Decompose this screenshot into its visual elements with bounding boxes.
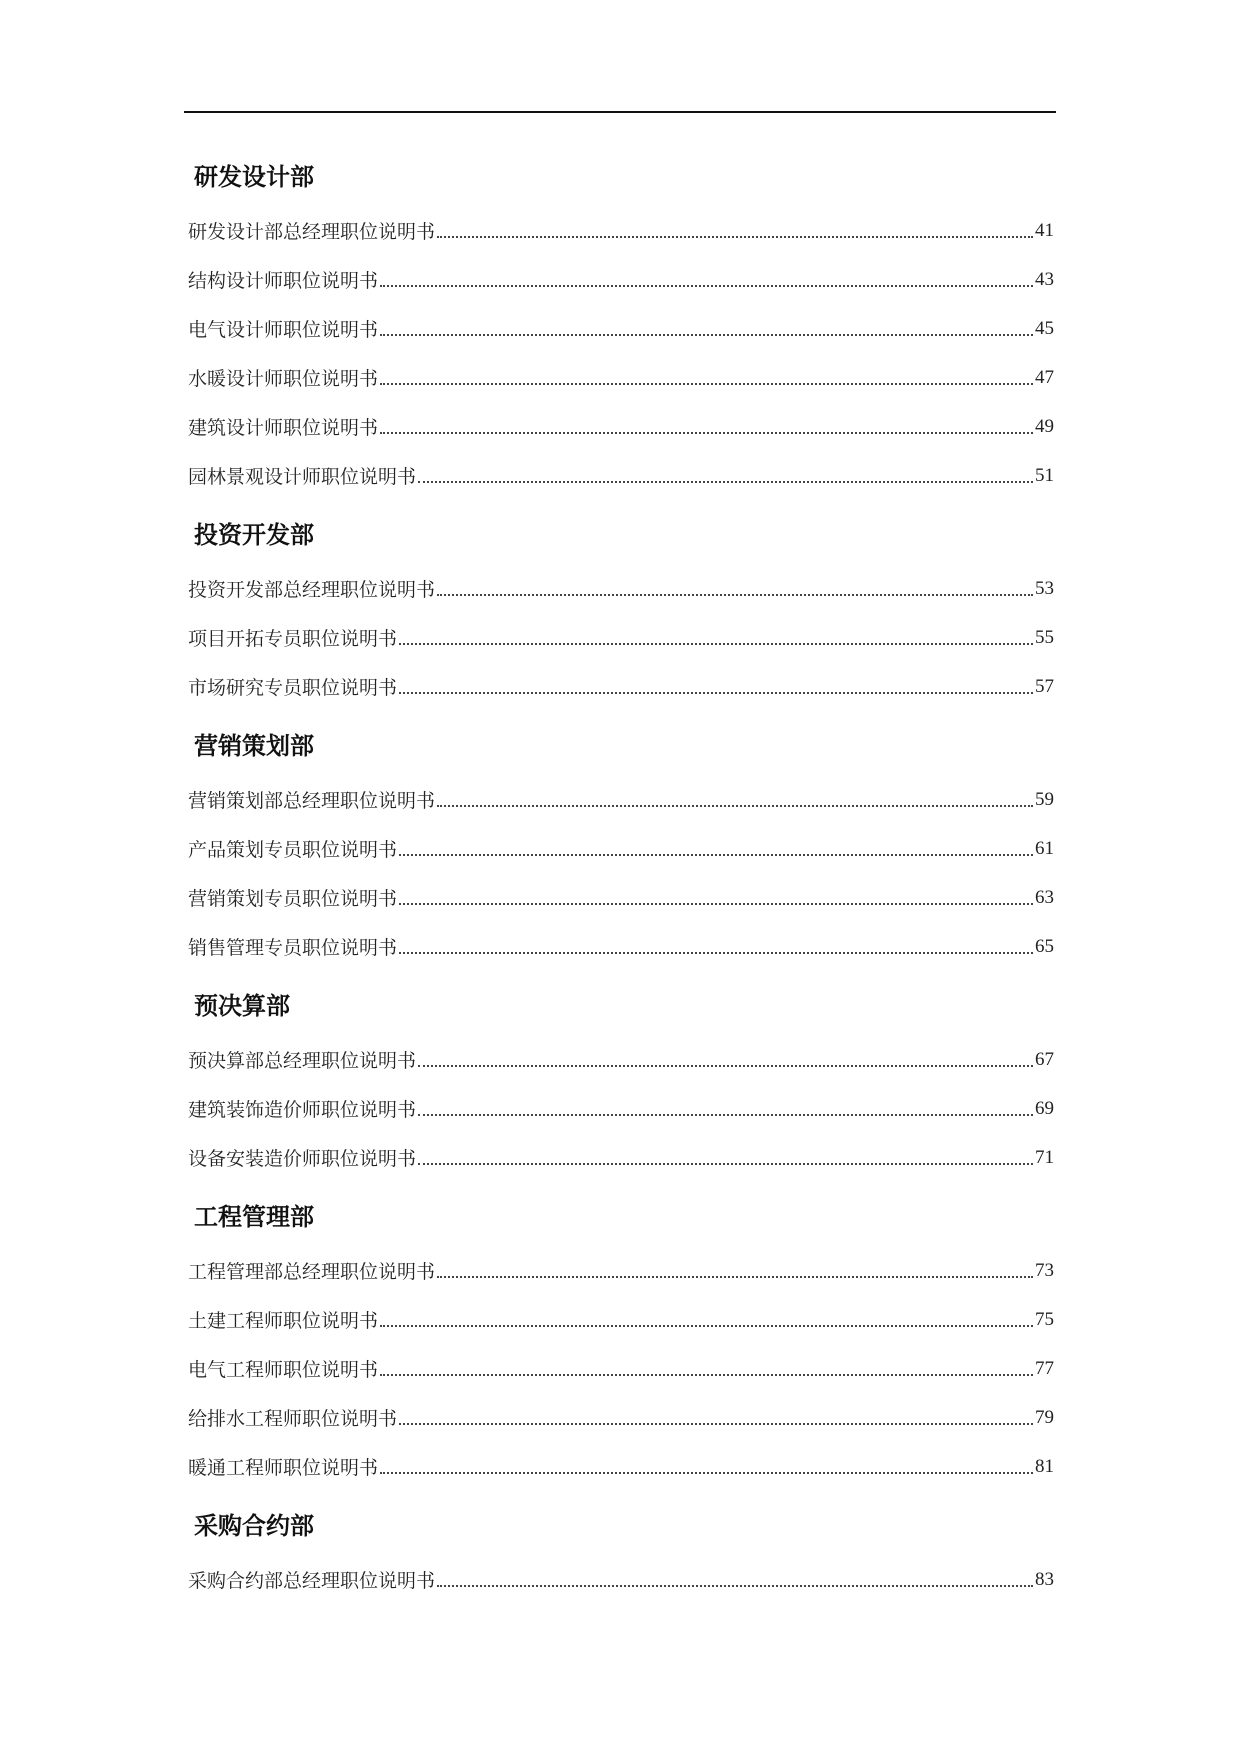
dot-leader xyxy=(399,642,1033,645)
section-spacer xyxy=(188,711,1054,719)
dot-leader xyxy=(399,853,1033,856)
toc-entry-title: 结构设计师职位说明书 xyxy=(188,270,379,292)
toc-entry-title: 营销策划专员职位说明书 xyxy=(188,888,398,910)
section-heading: 营销策划部 xyxy=(194,731,314,760)
section-heading: 研发设计部 xyxy=(194,162,314,191)
toc-section xyxy=(188,719,1054,979)
dot-leader xyxy=(437,1275,1033,1278)
toc-entry-page-number: 43 xyxy=(1035,268,1054,290)
toc-entry-page-number: 79 xyxy=(1035,1406,1054,1428)
toc-entry-title: 项目开拓专员职位说明书 xyxy=(188,628,398,650)
toc-entry[interactable] xyxy=(188,353,1054,402)
dot-leader xyxy=(380,1324,1033,1327)
toc-entry-title: 营销策划部总经理职位说明书 xyxy=(188,790,436,812)
toc-entry-title: 电气设计师职位说明书 xyxy=(188,319,379,341)
toc-entry[interactable] xyxy=(188,662,1054,711)
toc-entry-page-number: 55 xyxy=(1035,626,1054,648)
dot-leader xyxy=(437,593,1033,596)
toc-entry-title: 研发设计部总经理职位说明书 xyxy=(188,221,436,243)
toc-entry-title: 工程管理部总经理职位说明书 xyxy=(188,1261,436,1283)
toc-entry-title: 暖通工程师职位说明书 xyxy=(188,1457,379,1479)
toc-entry[interactable] xyxy=(188,206,1054,255)
toc-entry[interactable] xyxy=(188,873,1054,922)
toc-section xyxy=(188,1190,1054,1499)
toc-entry[interactable] xyxy=(188,304,1054,353)
dot-leader xyxy=(399,902,1033,905)
toc-entry-page-number: 45 xyxy=(1035,317,1054,339)
dot-leader xyxy=(380,333,1033,336)
section-heading: 采购合约部 xyxy=(194,1511,314,1540)
toc-entry-page-number: 63 xyxy=(1035,886,1054,908)
toc-section xyxy=(188,150,1054,508)
toc-entry-title: 园林景观设计师职位说明书 xyxy=(188,466,417,488)
section-spacer xyxy=(188,1182,1054,1190)
toc-entry-page-number: 57 xyxy=(1035,675,1054,697)
dot-leader xyxy=(418,480,1033,483)
toc-entry-title: 市场研究专员职位说明书 xyxy=(188,677,398,699)
toc-entry[interactable] xyxy=(188,255,1054,304)
toc-entry[interactable] xyxy=(188,1344,1054,1393)
dot-leader xyxy=(418,1162,1033,1165)
dot-leader xyxy=(399,951,1033,954)
toc-entry-page-number: 65 xyxy=(1035,935,1054,957)
toc-entry-title: 设备安装造价师职位说明书 xyxy=(188,1148,417,1170)
section-spacer xyxy=(188,500,1054,508)
toc-entry-page-number: 77 xyxy=(1035,1357,1054,1379)
toc-entry-page-number: 75 xyxy=(1035,1308,1054,1330)
dot-leader xyxy=(380,1471,1033,1474)
dot-leader xyxy=(380,1373,1033,1376)
toc-entry-title: 电气工程师职位说明书 xyxy=(188,1359,379,1381)
toc-entry-title: 给排水工程师职位说明书 xyxy=(188,1408,398,1430)
toc-section xyxy=(188,1499,1054,1604)
toc-entry[interactable] xyxy=(188,613,1054,662)
dot-leader xyxy=(399,1422,1033,1425)
section-spacer xyxy=(188,1491,1054,1499)
dot-leader xyxy=(418,1064,1033,1067)
dot-leader xyxy=(418,1113,1033,1116)
toc-entry[interactable] xyxy=(188,451,1054,500)
toc-entry-page-number: 61 xyxy=(1035,837,1054,859)
toc-entry-title: 建筑装饰造价师职位说明书 xyxy=(188,1099,417,1121)
toc-entry-page-number: 83 xyxy=(1035,1568,1054,1590)
toc-entry-title: 产品策划专员职位说明书 xyxy=(188,839,398,861)
dot-leader xyxy=(437,804,1033,807)
section-heading: 工程管理部 xyxy=(194,1202,314,1231)
toc-entry-page-number: 69 xyxy=(1035,1097,1054,1119)
toc-entry[interactable] xyxy=(188,775,1054,824)
dot-leader xyxy=(437,1584,1033,1587)
toc-entry[interactable] xyxy=(188,1442,1054,1491)
toc-entry-title: 采购合约部总经理职位说明书 xyxy=(188,1570,436,1592)
toc-entry[interactable] xyxy=(188,1246,1054,1295)
section-spacer xyxy=(188,971,1054,979)
toc-entry[interactable] xyxy=(188,922,1054,971)
section-heading: 投资开发部 xyxy=(194,520,314,549)
toc-section xyxy=(188,508,1054,719)
toc-entry-title: 土建工程师职位说明书 xyxy=(188,1310,379,1332)
toc-entry-title: 预决算部总经理职位说明书 xyxy=(188,1050,417,1072)
toc-entry-title: 水暖设计师职位说明书 xyxy=(188,368,379,390)
toc-entry-title: 投资开发部总经理职位说明书 xyxy=(188,579,436,601)
toc-entry-page-number: 47 xyxy=(1035,366,1054,388)
header-rule xyxy=(184,111,1056,113)
toc-entry[interactable] xyxy=(188,1035,1054,1084)
toc-entry[interactable] xyxy=(188,1295,1054,1344)
toc-entry[interactable] xyxy=(188,1133,1054,1182)
dot-leader xyxy=(380,284,1033,287)
dot-leader xyxy=(437,235,1033,238)
toc-section xyxy=(188,979,1054,1190)
toc-entry-page-number: 51 xyxy=(1035,464,1054,486)
dot-leader xyxy=(380,431,1033,434)
toc-entry-page-number: 59 xyxy=(1035,788,1054,810)
toc-entry-page-number: 49 xyxy=(1035,415,1054,437)
toc-entry-title: 销售管理专员职位说明书 xyxy=(188,937,398,959)
toc-entry[interactable] xyxy=(188,1084,1054,1133)
toc-entry[interactable] xyxy=(188,564,1054,613)
section-heading: 预决算部 xyxy=(194,991,290,1020)
toc-entry[interactable] xyxy=(188,1555,1054,1604)
toc-entry[interactable] xyxy=(188,824,1054,873)
table-of-contents xyxy=(188,150,1054,1604)
toc-entry[interactable] xyxy=(188,402,1054,451)
toc-entry-page-number: 67 xyxy=(1035,1048,1054,1070)
toc-entry-page-number: 73 xyxy=(1035,1259,1054,1281)
toc-entry-page-number: 71 xyxy=(1035,1146,1054,1168)
toc-entry-page-number: 53 xyxy=(1035,577,1054,599)
toc-entry-page-number: 41 xyxy=(1035,219,1054,241)
toc-entry[interactable] xyxy=(188,1393,1054,1442)
toc-entry-page-number: 81 xyxy=(1035,1455,1054,1477)
dot-leader xyxy=(399,691,1033,694)
dot-leader xyxy=(380,382,1033,385)
toc-entry-title: 建筑设计师职位说明书 xyxy=(188,417,379,439)
